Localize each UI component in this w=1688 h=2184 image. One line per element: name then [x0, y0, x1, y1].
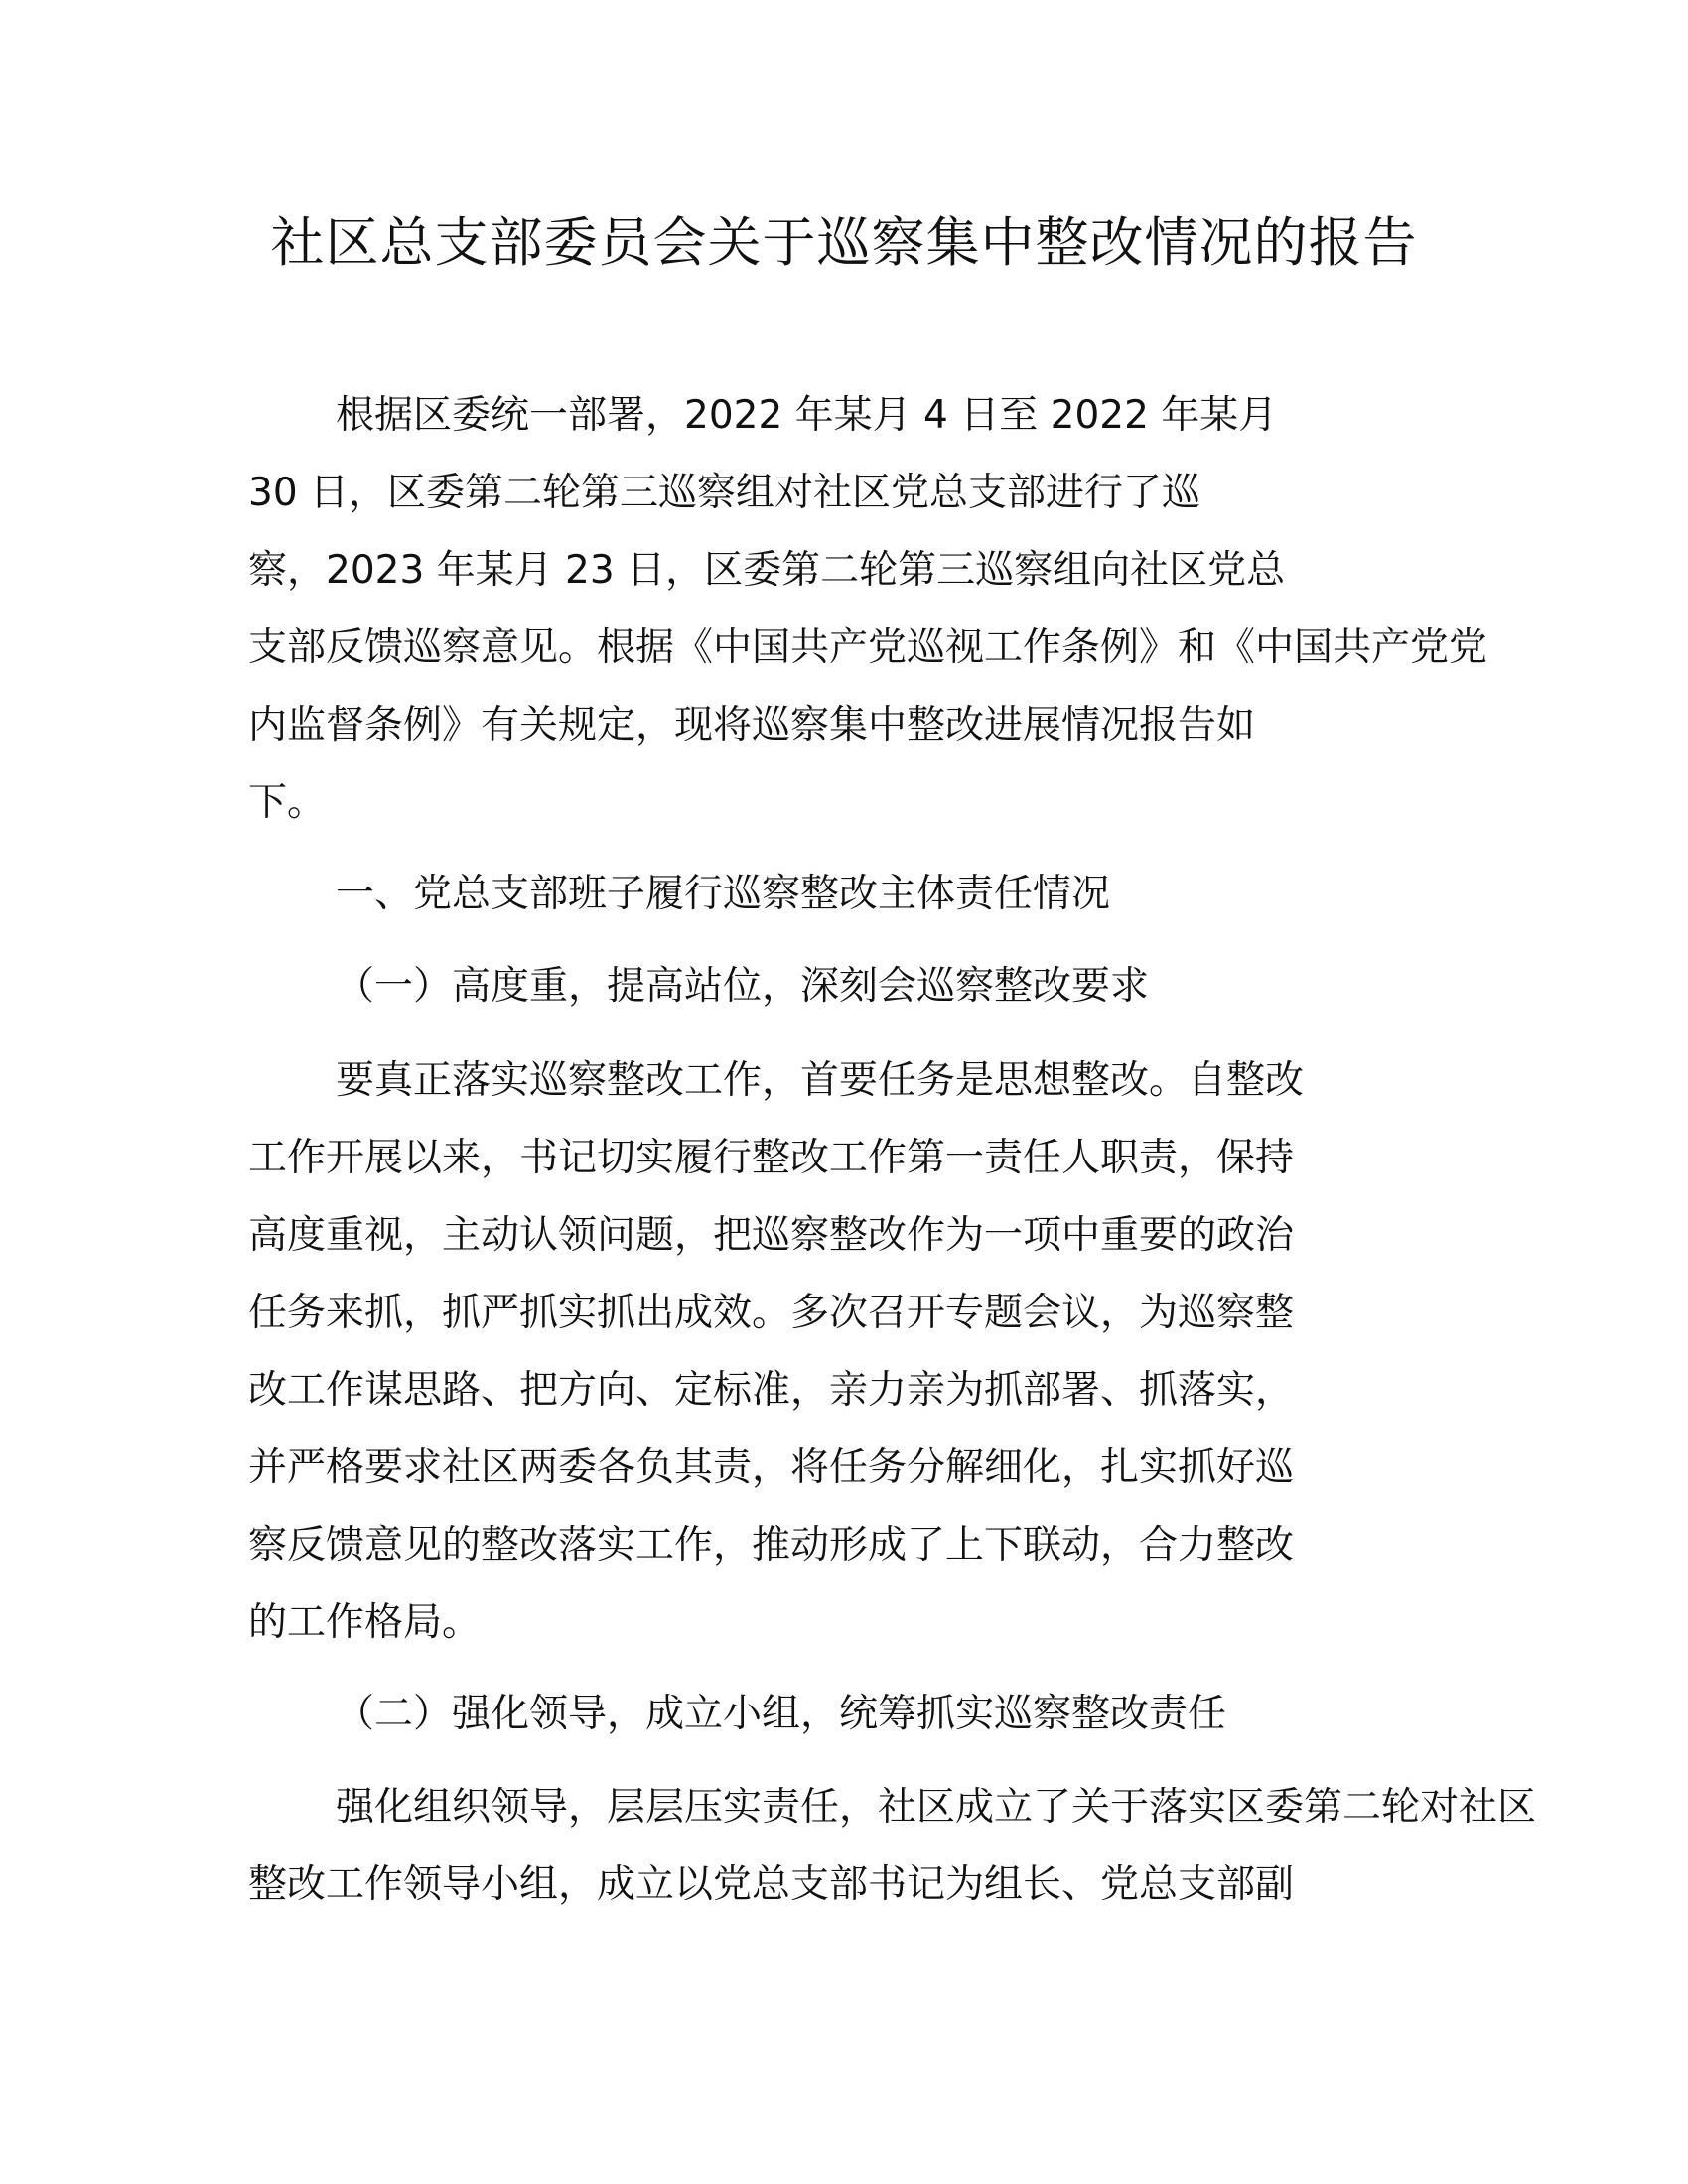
paragraph-line: 支部反馈巡察意见。根据《中国共产党巡视工作条例》和《中国共产党党 — [248, 625, 1488, 670]
paragraph-line: 并严格要求社区两委各负其责，将任务分解细化，扎实抓好巡 — [248, 1445, 1295, 1490]
paragraph-line: 整改工作领导小组，成立以党总支部书记为组长、党总支部副 — [248, 1862, 1295, 1907]
paragraph-line: 改工作谋思路、把方向、定标准，亲力亲为抓部署、抓落实， — [248, 1368, 1295, 1413]
paragraph-line: 根据区委统一部署，2022 年某月 4 日至 2022 年某月 — [336, 393, 1278, 438]
paragraph-line: 要真正落实巡察整改工作，首要任务是思想整改。自整改 — [336, 1058, 1305, 1103]
paragraph-line: 下。 — [248, 780, 327, 825]
subsection-heading: （一）高度重，提高站位，深刻会巡察整改要求 — [336, 964, 1150, 1009]
section-heading: 一、党总支部班子履行巡察整改主体责任情况 — [336, 872, 1111, 916]
subsection-heading: （二）强化领导，成立小组，统筹抓实巡察整改责任 — [336, 1692, 1227, 1736]
paragraph-line: 强化组织领导，层层压实责任，社区成立了关于落实区委第二轮对社区 — [336, 1785, 1537, 1830]
paragraph-line: 30 日，区委第二轮第三巡察组对社区党总支部进行了巡 — [248, 471, 1201, 515]
paragraph-line: 察，2023 年某月 23 日，区委第二轮第三巡察组向社区党总 — [248, 548, 1286, 593]
paragraph-line: 任务来抓，抓严抓实抓出成效。多次召开专题会议，为巡察整 — [248, 1291, 1295, 1335]
paragraph-line: 内监督条例》有关规定，现将巡察集中整改进展情况报告如 — [248, 703, 1256, 748]
document-title: 社区总支部委员会关于巡察集中整改情况的报告 — [270, 211, 1418, 274]
paragraph-line: 高度重视，主动认领问题，把巡察整改作为一项中重要的政治 — [248, 1213, 1295, 1258]
paragraph-line: 的工作格局。 — [248, 1600, 482, 1645]
paragraph-line: 工作开展以来，书记切实履行整改工作第一责任人职责，保持 — [248, 1136, 1295, 1180]
paragraph-line: 察反馈意见的整改落实工作，推动形成了上下联动，合力整改 — [248, 1523, 1295, 1568]
